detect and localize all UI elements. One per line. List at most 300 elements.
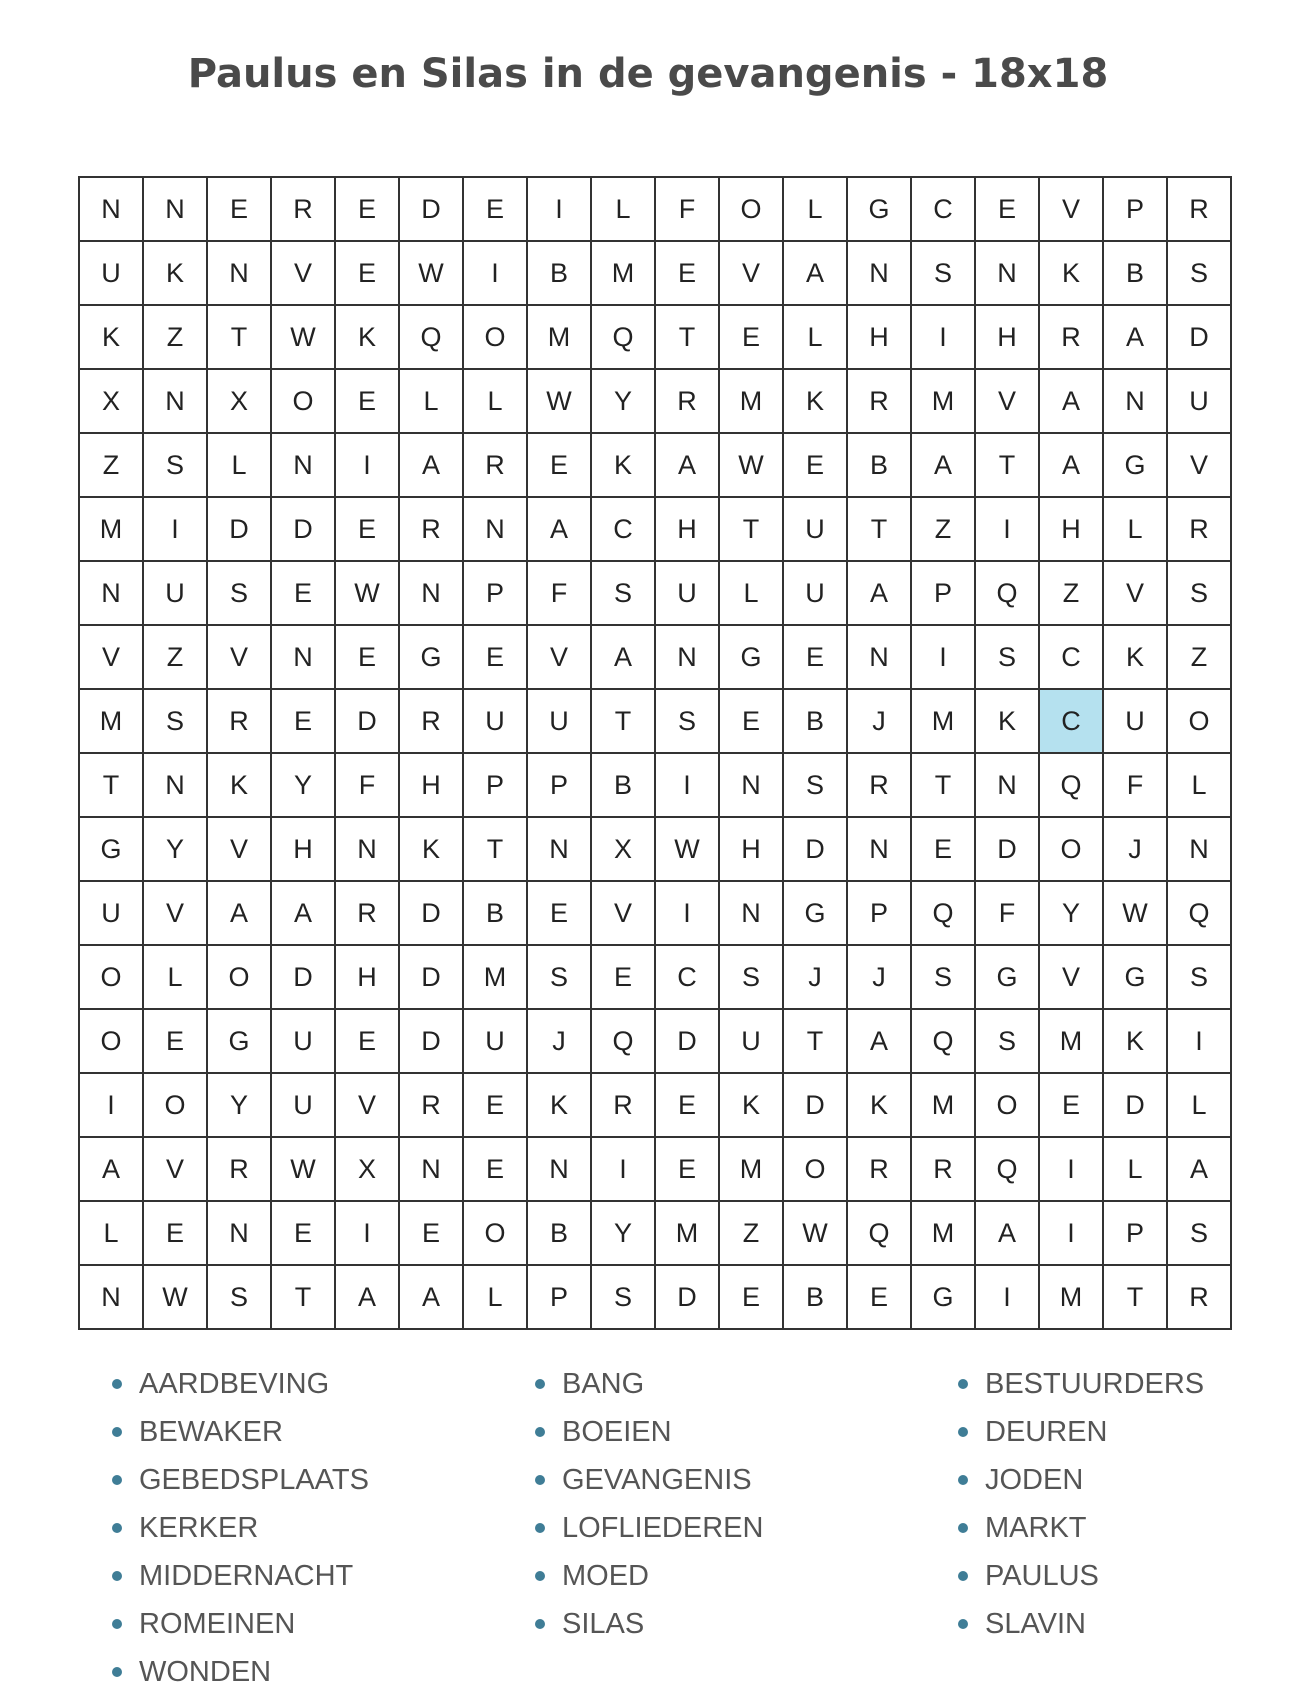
grid-cell[interactable]: V [1040,178,1104,242]
grid-cell[interactable]: I [976,1266,1040,1330]
grid-cell[interactable]: G [400,626,464,690]
grid-cell[interactable]: D [784,1074,848,1138]
grid-cell[interactable]: Q [592,306,656,370]
grid-cell[interactable]: R [912,1138,976,1202]
grid-cell[interactable]: O [464,1202,528,1266]
grid-cell[interactable]: V [144,1138,208,1202]
grid-cell[interactable]: N [208,242,272,306]
grid-cell[interactable]: E [464,1074,528,1138]
grid-cell[interactable]: L [464,1266,528,1330]
grid-cell[interactable]: Z [720,1202,784,1266]
grid-cell[interactable]: I [336,1202,400,1266]
grid-cell[interactable]: N [144,370,208,434]
grid-cell[interactable]: N [848,626,912,690]
grid-cell[interactable]: Z [144,306,208,370]
grid-cell[interactable]: R [848,1138,912,1202]
grid-cell[interactable]: O [208,946,272,1010]
grid-cell[interactable]: O [80,1010,144,1074]
grid-cell[interactable]: C [912,178,976,242]
grid-cell[interactable]: T [272,1266,336,1330]
grid-cell[interactable]: L [720,562,784,626]
grid-cell[interactable]: S [592,562,656,626]
grid-cell[interactable]: A [784,242,848,306]
grid-cell[interactable]: O [144,1074,208,1138]
grid-cell[interactable]: L [400,370,464,434]
grid-cell[interactable]: Z [144,626,208,690]
grid-cell[interactable]: T [784,1010,848,1074]
grid-cell[interactable]: I [336,434,400,498]
grid-cell[interactable]: G [784,882,848,946]
grid-cell[interactable]: V [720,242,784,306]
grid-cell[interactable]: A [592,626,656,690]
grid-cell[interactable]: M [1040,1266,1104,1330]
grid-cell[interactable]: N [80,562,144,626]
grid-cell[interactable]: H [976,306,1040,370]
grid-cell[interactable]: O [720,178,784,242]
grid-cell[interactable]: I [1040,1138,1104,1202]
grid-cell[interactable]: E [144,1010,208,1074]
grid-cell[interactable]: I [1168,1010,1232,1074]
grid-cell[interactable]: E [1040,1074,1104,1138]
grid-cell[interactable]: G [1104,946,1168,1010]
grid-cell[interactable]: I [656,754,720,818]
grid-cell[interactable]: N [528,818,592,882]
grid-cell[interactable]: M [656,1202,720,1266]
grid-cell[interactable]: N [720,882,784,946]
grid-cell[interactable]: R [464,434,528,498]
grid-cell[interactable]: C [592,498,656,562]
grid-cell[interactable]: S [720,946,784,1010]
grid-cell[interactable]: I [144,498,208,562]
grid-cell[interactable]: R [656,370,720,434]
grid-cell[interactable]: O [272,370,336,434]
grid-cell[interactable]: L [144,946,208,1010]
grid-cell[interactable]: D [1104,1074,1168,1138]
grid-cell[interactable]: G [208,1010,272,1074]
grid-cell[interactable]: K [80,306,144,370]
grid-cell[interactable]: G [720,626,784,690]
grid-cell[interactable]: R [592,1074,656,1138]
grid-cell[interactable]: Q [848,1202,912,1266]
grid-cell[interactable]: L [592,178,656,242]
grid-cell[interactable]: B [1104,242,1168,306]
grid-cell[interactable]: J [848,946,912,1010]
grid-cell[interactable]: E [400,1202,464,1266]
grid-cell[interactable]: N [528,1138,592,1202]
grid-cell[interactable]: U [528,690,592,754]
grid-cell[interactable]: M [80,498,144,562]
grid-cell[interactable]: I [592,1138,656,1202]
grid-cell[interactable]: K [1040,242,1104,306]
grid-cell[interactable]: V [144,882,208,946]
grid-cell[interactable]: D [976,818,1040,882]
grid-cell[interactable]: Z [912,498,976,562]
grid-cell[interactable]: Q [1040,754,1104,818]
grid-cell[interactable]: X [208,370,272,434]
grid-cell[interactable]: H [400,754,464,818]
grid-cell[interactable]: R [400,1074,464,1138]
grid-cell[interactable]: W [400,242,464,306]
grid-cell[interactable]: R [400,690,464,754]
grid-cell[interactable]: P [464,754,528,818]
grid-cell[interactable]: U [656,562,720,626]
grid-cell[interactable]: G [848,178,912,242]
grid-cell[interactable]: M [912,370,976,434]
grid-cell[interactable]: U [80,242,144,306]
grid-cell[interactable]: U [784,562,848,626]
grid-cell[interactable]: N [848,242,912,306]
grid-cell[interactable]: O [976,1074,1040,1138]
grid-cell[interactable]: G [912,1266,976,1330]
grid-cell[interactable]: R [208,1138,272,1202]
grid-cell[interactable]: T [464,818,528,882]
grid-cell[interactable]: E [912,818,976,882]
grid-cell[interactable]: Q [592,1010,656,1074]
grid-cell[interactable]: S [976,1010,1040,1074]
grid-cell[interactable]: R [208,690,272,754]
grid-cell[interactable]: N [208,1202,272,1266]
grid-cell[interactable]: N [976,242,1040,306]
grid-cell[interactable]: R [1168,498,1232,562]
grid-cell[interactable]: W [784,1202,848,1266]
grid-cell[interactable]: S [784,754,848,818]
grid-cell[interactable]: V [80,626,144,690]
grid-cell[interactable]: S [144,434,208,498]
grid-cell[interactable]: V [272,242,336,306]
grid-cell[interactable]: W [1104,882,1168,946]
grid-cell[interactable]: R [272,178,336,242]
grid-cell[interactable]: A [1040,434,1104,498]
grid-cell[interactable]: D [784,818,848,882]
grid-cell[interactable]: N [848,818,912,882]
grid-cell[interactable]: K [1104,626,1168,690]
grid-cell[interactable]: M [464,946,528,1010]
grid-cell[interactable]: E [720,306,784,370]
grid-cell[interactable]: S [912,946,976,1010]
grid-cell[interactable]: L [464,370,528,434]
grid-cell[interactable]: G [1104,434,1168,498]
grid-cell[interactable]: U [464,1010,528,1074]
grid-cell[interactable]: D [400,178,464,242]
grid-cell[interactable]: R [848,370,912,434]
grid-cell[interactable]: S [1168,562,1232,626]
grid-cell[interactable]: E [784,626,848,690]
grid-cell[interactable]: E [336,242,400,306]
grid-cell[interactable]: K [592,434,656,498]
grid-cell[interactable]: C [1040,626,1104,690]
grid-cell[interactable]: W [272,1138,336,1202]
grid-cell[interactable]: K [144,242,208,306]
grid-cell[interactable]: P [912,562,976,626]
grid-cell[interactable]: V [1104,562,1168,626]
grid-cell[interactable]: Z [1168,626,1232,690]
grid-cell[interactable]: E [656,1074,720,1138]
grid-cell[interactable]: E [976,178,1040,242]
grid-cell[interactable]: B [528,1202,592,1266]
grid-cell[interactable]: A [272,882,336,946]
grid-cell[interactable]: A [400,434,464,498]
grid-cell[interactable]: O [80,946,144,1010]
grid-cell[interactable]: M [912,1074,976,1138]
grid-cell[interactable]: V [1040,946,1104,1010]
grid-cell[interactable]: E [528,882,592,946]
grid-cell[interactable]: X [80,370,144,434]
grid-cell[interactable]: M [1040,1010,1104,1074]
grid-cell[interactable]: H [656,498,720,562]
grid-cell[interactable]: H [272,818,336,882]
grid-cell[interactable]: T [976,434,1040,498]
grid-cell[interactable]: R [336,882,400,946]
grid-cell[interactable]: E [272,690,336,754]
grid-cell[interactable]: M [80,690,144,754]
grid-cell[interactable]: K [208,754,272,818]
grid-cell[interactable]: Q [912,882,976,946]
grid-cell[interactable]: T [656,306,720,370]
grid-cell[interactable]: P [1104,1202,1168,1266]
grid-cell[interactable]: F [1104,754,1168,818]
grid-cell[interactable]: B [528,242,592,306]
grid-cell[interactable]: Y [272,754,336,818]
grid-cell[interactable]: V [1168,434,1232,498]
grid-cell[interactable]: A [528,498,592,562]
grid-cell[interactable]: E [592,946,656,1010]
grid-cell[interactable]: N [400,562,464,626]
grid-cell[interactable]: S [656,690,720,754]
grid-cell[interactable]: E [720,1266,784,1330]
grid-cell[interactable]: A [656,434,720,498]
grid-cell[interactable]: L [1168,1074,1232,1138]
grid-cell[interactable]: D [656,1010,720,1074]
grid-cell[interactable]: V [976,370,1040,434]
grid-cell[interactable]: E [336,1010,400,1074]
grid-cell[interactable]: Z [1040,562,1104,626]
grid-cell[interactable]: I [912,626,976,690]
grid-cell[interactable]: X [592,818,656,882]
grid-cell[interactable]: T [912,754,976,818]
grid-cell[interactable]: Y [144,818,208,882]
grid-cell[interactable]: U [272,1074,336,1138]
grid-cell[interactable]: N [400,1138,464,1202]
grid-cell[interactable]: E [144,1202,208,1266]
grid-cell[interactable]: L [1104,1138,1168,1202]
grid-cell[interactable]: P [848,882,912,946]
grid-cell[interactable]: S [144,690,208,754]
grid-cell[interactable]: A [336,1266,400,1330]
grid-cell[interactable]: I [464,242,528,306]
grid-cell[interactable]: Q [976,1138,1040,1202]
grid-cell[interactable]: A [1104,306,1168,370]
grid-cell[interactable]: E [272,562,336,626]
grid-cell[interactable]: M [912,690,976,754]
grid-cell[interactable]: J [528,1010,592,1074]
grid-cell[interactable]: R [1168,1266,1232,1330]
grid-cell[interactable]: E [528,434,592,498]
grid-cell[interactable]: L [208,434,272,498]
grid-cell[interactable]: G [80,818,144,882]
grid-cell[interactable]: M [720,370,784,434]
grid-cell[interactable]: D [400,946,464,1010]
grid-cell[interactable]: M [912,1202,976,1266]
grid-cell[interactable]: G [976,946,1040,1010]
grid-cell[interactable]: W [720,434,784,498]
grid-cell[interactable]: K [336,306,400,370]
grid-cell[interactable]: D [272,498,336,562]
grid-cell[interactable]: A [912,434,976,498]
grid-cell[interactable]: D [272,946,336,1010]
grid-cell[interactable]: D [656,1266,720,1330]
grid-cell[interactable]: T [208,306,272,370]
grid-cell[interactable]: N [80,1266,144,1330]
grid-cell[interactable]: C [656,946,720,1010]
grid-cell[interactable]: U [784,498,848,562]
grid-cell[interactable]: V [592,882,656,946]
grid-cell[interactable]: E [208,178,272,242]
grid-cell[interactable]: O [784,1138,848,1202]
grid-cell[interactable]: A [848,1010,912,1074]
grid-cell[interactable]: Q [912,1010,976,1074]
grid-cell[interactable]: V [208,626,272,690]
grid-cell[interactable]: T [1104,1266,1168,1330]
grid-cell[interactable]: U [720,1010,784,1074]
grid-cell[interactable]: K [400,818,464,882]
grid-cell[interactable]: H [1040,498,1104,562]
grid-cell[interactable]: N [976,754,1040,818]
grid-cell[interactable]: H [336,946,400,1010]
grid-cell[interactable]: I [1040,1202,1104,1266]
grid-cell[interactable]: L [784,178,848,242]
grid-cell[interactable]: N [720,754,784,818]
grid-cell[interactable]: W [144,1266,208,1330]
grid-cell[interactable]: E [656,1138,720,1202]
grid-cell[interactable]: M [720,1138,784,1202]
grid-cell[interactable]: W [656,818,720,882]
grid-cell[interactable]: T [848,498,912,562]
grid-cell[interactable]: S [208,1266,272,1330]
grid-cell[interactable]: K [720,1074,784,1138]
grid-cell[interactable]: E [464,1138,528,1202]
grid-cell[interactable]: E [464,626,528,690]
grid-cell[interactable]: V [528,626,592,690]
grid-cell[interactable]: E [464,178,528,242]
grid-cell[interactable]: B [592,754,656,818]
grid-cell[interactable]: D [400,882,464,946]
grid-cell[interactable]: A [1168,1138,1232,1202]
grid-cell[interactable]: E [336,370,400,434]
grid-cell[interactable]: H [848,306,912,370]
grid-cell[interactable]: J [1104,818,1168,882]
grid-cell[interactable]: D [208,498,272,562]
grid-cell[interactable]: N [464,498,528,562]
grid-cell[interactable]: E [720,690,784,754]
grid-cell[interactable]: N [144,178,208,242]
grid-cell[interactable]: E [336,178,400,242]
grid-cell[interactable]: H [720,818,784,882]
grid-cell[interactable]: E [784,434,848,498]
grid-cell[interactable]: A [208,882,272,946]
grid-cell[interactable]: D [400,1010,464,1074]
grid-cell[interactable]: I [976,498,1040,562]
grid-cell[interactable]: U [1168,370,1232,434]
grid-cell[interactable]: I [528,178,592,242]
grid-cell[interactable]: Z [80,434,144,498]
grid-cell[interactable]: P [1104,178,1168,242]
grid-cell[interactable]: L [1104,498,1168,562]
grid-cell[interactable]: N [656,626,720,690]
grid-cell[interactable]: Y [1040,882,1104,946]
grid-cell[interactable]: W [272,306,336,370]
grid-cell[interactable]: X [336,1138,400,1202]
grid-cell[interactable]: D [1168,306,1232,370]
grid-cell[interactable]: U [272,1010,336,1074]
grid-cell[interactable]: N [1168,818,1232,882]
grid-cell[interactable]: K [528,1074,592,1138]
grid-cell[interactable]: T [592,690,656,754]
grid-cell[interactable]: T [720,498,784,562]
grid-cell[interactable]: S [208,562,272,626]
grid-cell[interactable]: V [208,818,272,882]
grid-cell[interactable]: R [1040,306,1104,370]
grid-cell[interactable]: Q [1168,882,1232,946]
grid-cell[interactable]: B [784,690,848,754]
grid-cell[interactable]: Q [976,562,1040,626]
grid-cell[interactable]: E [336,498,400,562]
grid-cell[interactable]: N [1104,370,1168,434]
grid-cell[interactable]: S [592,1266,656,1330]
grid-cell[interactable]: S [976,626,1040,690]
grid-cell[interactable]: B [848,434,912,498]
grid-cell[interactable]: I [912,306,976,370]
grid-cell[interactable]: K [976,690,1040,754]
grid-cell[interactable]: A [976,1202,1040,1266]
grid-cell[interactable]: Y [208,1074,272,1138]
grid-cell[interactable]: F [528,562,592,626]
grid-cell[interactable]: R [848,754,912,818]
grid-cell[interactable]: A [1040,370,1104,434]
grid-cell[interactable]: R [400,498,464,562]
grid-cell[interactable]: P [528,754,592,818]
grid-cell[interactable]: I [80,1074,144,1138]
grid-cell[interactable]: W [336,562,400,626]
grid-cell[interactable]: V [336,1074,400,1138]
grid-cell[interactable]: M [528,306,592,370]
grid-cell[interactable]: M [592,242,656,306]
grid-cell[interactable]: S [1168,946,1232,1010]
grid-cell[interactable]: L [784,306,848,370]
grid-cell[interactable]: P [528,1266,592,1330]
grid-cell[interactable]: Q [400,306,464,370]
grid-cell[interactable]: I [656,882,720,946]
grid-cell[interactable]: W [528,370,592,434]
grid-cell[interactable]: E [336,626,400,690]
grid-cell[interactable]: E [848,1266,912,1330]
grid-cell[interactable]: S [1168,1202,1232,1266]
grid-cell[interactable]: R [1168,178,1232,242]
grid-cell[interactable]: U [144,562,208,626]
grid-cell[interactable]: O [1168,690,1232,754]
grid-cell[interactable]: F [336,754,400,818]
grid-cell[interactable]: B [784,1266,848,1330]
grid-cell[interactable]: F [976,882,1040,946]
grid-cell[interactable]: N [144,754,208,818]
grid-cell[interactable]: Y [592,1202,656,1266]
grid-cell[interactable]: K [848,1074,912,1138]
grid-cell[interactable]: U [464,690,528,754]
grid-cell[interactable]: K [1104,1010,1168,1074]
grid-cell[interactable]: N [80,178,144,242]
grid-cell[interactable]: N [272,626,336,690]
grid-cell[interactable]: S [912,242,976,306]
grid-cell[interactable]: U [80,882,144,946]
